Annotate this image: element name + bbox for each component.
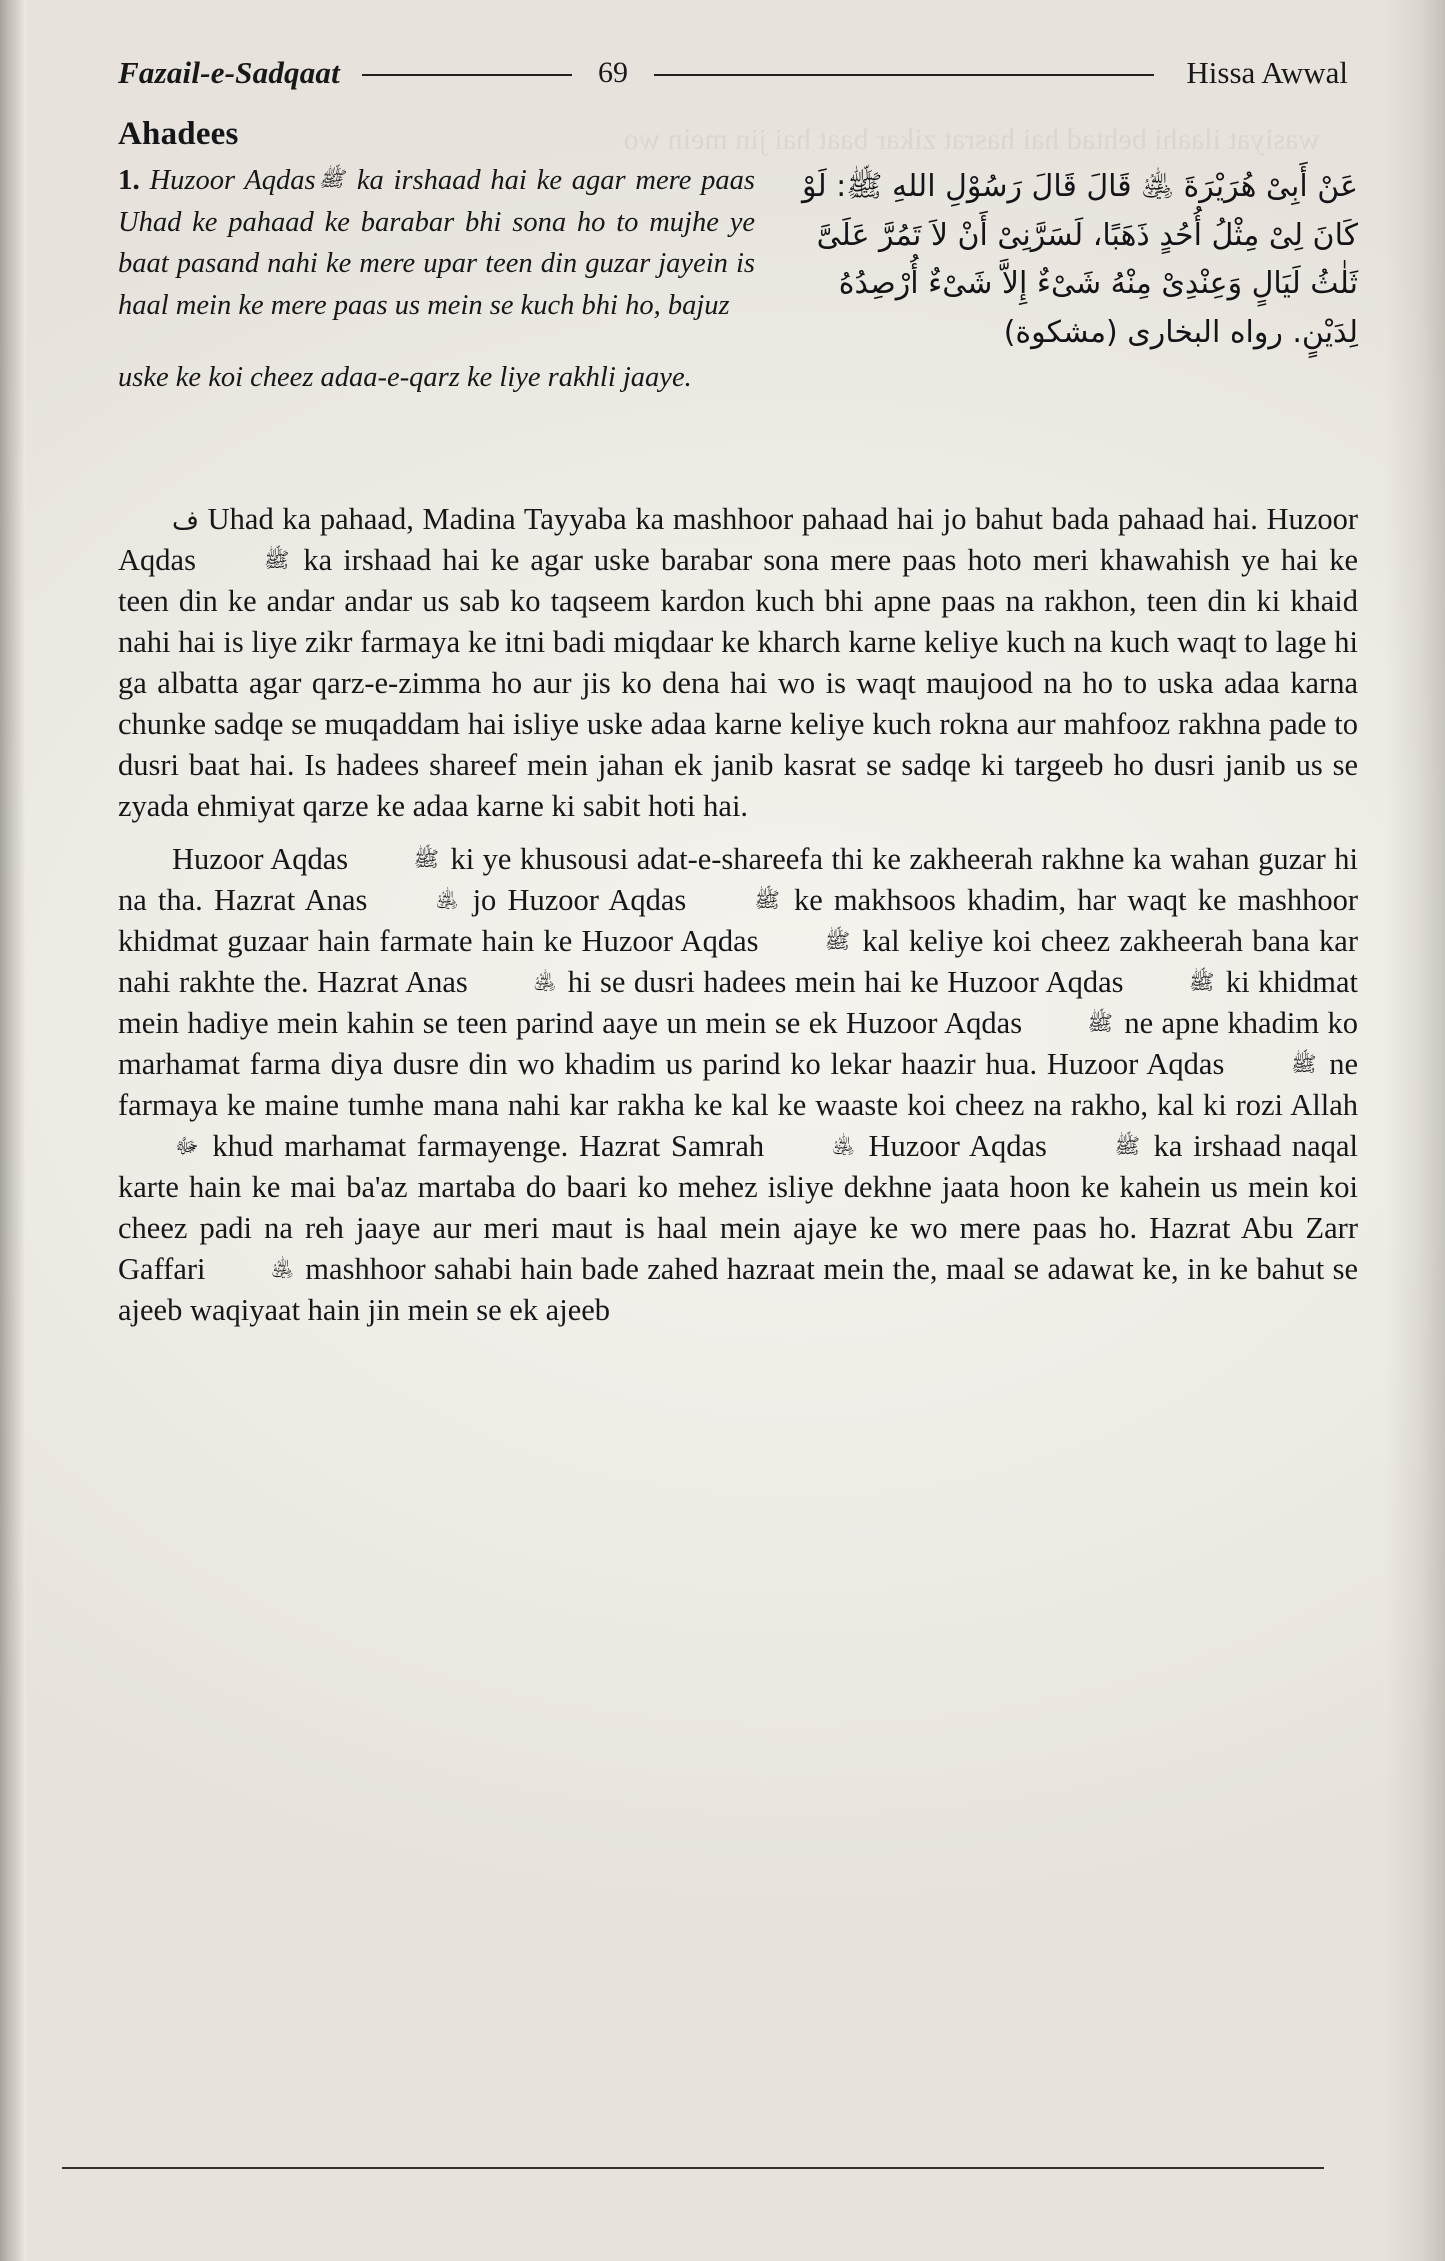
honorific-icon: ﷺ [824,929,851,954]
honorific-icon: ﵁ [533,970,557,995]
header-rule-right [654,74,1154,76]
page-number: 69 [597,56,628,89]
footer-rule [62,2167,1324,2169]
hadees-arabic-text: عَنْ أَبِىْ هُرَيْرَةَ ﵁ قَالَ قَالَ رَسُوْلِ اللهِ ﷺ: لَوْ كَانَ لِىْ مِثْلُ أُحُدٍ ذَهَبًا، لَسَرَّنِىْ أَنْ لاَ تَمُرَّ عَلَىَّ ثَلٰثُ لَيَالٍ وَعِنْدِىْ مِنْهُ شَىْءٌ إِلاَّ شَىْءٌ أُرْصِدُهُ لِدَيْنٍ. رواه البخارى (مشكوة) [801,169,1358,350]
page-showthrough: wasiyat ilaahi behtad hai hasrat zikar baat hai jin mein wo [623,123,1320,156]
section-title: Ahadees [118,116,239,152]
book-title: Fazail-e-Sadqaat [118,55,340,90]
paragraph-uhad-explanation [118,499,1358,827]
hadees-number: 1. [118,164,140,196]
honorific-icon: ﷺ [754,888,780,913]
page-content [118,46,1358,1331]
running-header [118,46,1348,100]
hadees-block [118,159,1358,489]
honorific-icon: ﵁ [435,888,459,913]
honorific-icon: ﷺ [1291,1052,1317,1077]
paragraph-uhad-text: Uhad ka pahaad, Madina Tayyaba ka mashhoor pahaad hai jo bahut bada pahaad hai. Huzoor Aqdas ﷺ ka irshaad hai ke agar uske barabar sona mere paas hoto meri khawahish ye hai ke teen din ke andar andar us sab ko taqseem kardon kuch bhi apne paas na rakhon, teen din ki khaid nahi hai is liye zikr farmaya ke itni badi miqdaar ke kharch karne keliye kuch na kuch waqt to lage hi ga albatta agar qarz-e-zimma ho aur jis ko dena hai wo is waqt maujood na ho to uska adaa karna chunke sadqe se muqaddam hai isliye uske adaa karne keliye kuch rokna aur mahfooz rakhna pade to dusri baat hai. Is hadees shareef mein jahan ek janib kasrat se sadqe ki targeeb ho dusri janib us se zyada ehmiyat qarze ke adaa karne ki sabit hoti hai. [118,502,1359,824]
part-title: Hissa Awwal [1186,55,1348,90]
hadees-roman-lead: Huzoor Aqdas [149,165,316,196]
honorific-icon: ﷺ [1114,1134,1140,1159]
honorific-icon: ﷺ [413,847,439,872]
paragraph-adat-e-shareefa [118,839,1358,1331]
hadees-roman-tail: uske ke koi cheez adaa-e-qarz ke liye rakhli jaaye. [118,362,692,394]
header-rule-left [362,74,572,76]
paragraph-adat-text: Huzoor Aqdas ﷺ ki ye khusousi adat-e-shareefa thi ke zakheerah rakhne ka wahan guzar hi na tha. Hazrat Anas ﵁ jo Huzoor Aqdas ﷺ ke makhsoos khadim, har waqt ke mashhoor khidmat guzaar hain farmate hain ke Huzoor Aqdas ﷺ kal keliye koi cheez zakheerah bana kar nahi rakhte the. Hazrat Anas ﵁ hi se dusri hadees mein hai ke Huzoor Aqdas ﷺ ki khidmat mein hadiye mein kahin se teen parind aaye un mein se ek Huzoor Aqdas ﷺ ne apne khadim ko marhamat farma diya dusre din wo khadim us parind ko lekar haazir hua. Huzoor Aqdas ﷺ ne farmaya ke maine tumhe mana nahi kar rakha ke kal ke waaste koi cheez na rakho, kal ki rozi Allah ﷻ khud marhamat farmayenge. Hazrat Samrah ﵁ Huzoor Aqdas ﷺ ka irshaad naqal karte hain ke mai ba'az martaba do baari ko mehez isliye dekhne jaata hoon ke kahein us mein koi cheez padi na reh jaaye aur meri maut is haal mein ajaye ke wo mere paas ho. Hazrat Abu Zarr Gaffari ﵁ mashhoor sahabi hain bade zahed hazraat mein the, maal se adawat ke, in ke bahut se ajeeb waqiyaat hain jin mein se ek ajeeb [118,842,1359,1328]
honorific-icon: ﵁ [831,1134,855,1159]
honorific-icon: ﷺ [1188,970,1215,995]
honorific-icon: ﷺ [263,548,290,573]
honorific-icon: ﷻ [175,1134,199,1159]
sallallahu-icon: ﷺ [318,167,344,191]
fa-marker-icon: ف [172,506,199,536]
honorific-icon: ﵁ [270,1257,294,1282]
honorific-icon: ﷺ [1087,1011,1113,1036]
hadees-roman-body: ka irshaad hai ke agar mere paas Uhad ke pahaad ke barabar bhi sona ho to mujhe ye baat pasand nahi ke mere upar teen din guzar jayein is haal mein ke mere paas us mein se kuch bhi ho, bajuz [118,165,755,321]
